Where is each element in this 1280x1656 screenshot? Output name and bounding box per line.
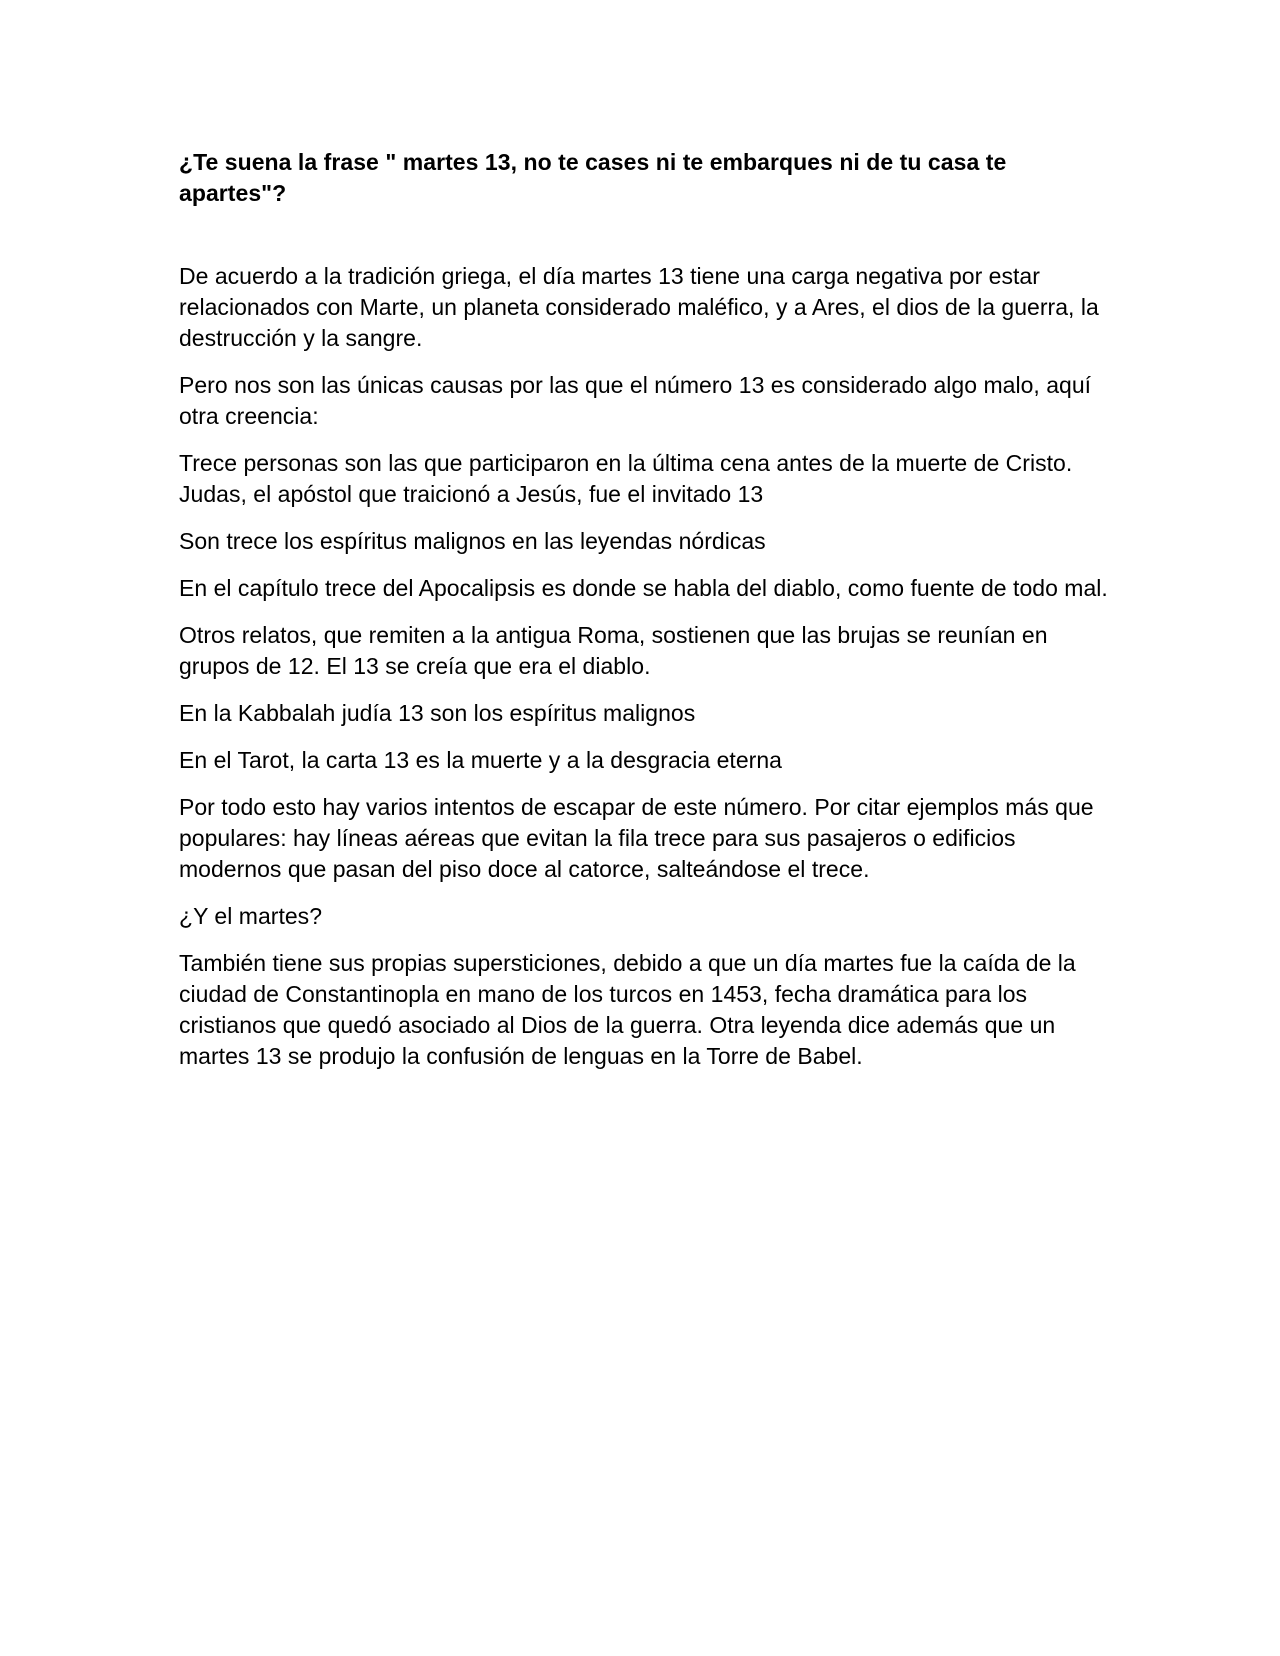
document-body (179, 261, 1109, 1072)
paragraph: Pero nos son las únicas causas por las que el número 13 es considerado algo malo, aquí otra creencia: (179, 372, 1092, 429)
paragraph: También tiene sus propias supersticiones, debido a que un día martes fue la caída de la ciudad de Constantinopla en mano de los turcos en 1453, fecha dramática para los cristianos que quedó asociado al Dios de la guerra. Otra leyenda dice además que un martes 13 se produjo la confusión de lenguas en la Torre de Babel. (179, 950, 1076, 1069)
paragraph: Trece personas son las que participaron en la última cena antes de la muerte de Cristo. Judas, el apóstol que traicionó a Jesús, fue el invitado 13 (179, 450, 1073, 507)
paragraph: ¿Y el martes? (179, 903, 322, 929)
paragraph: Son trece los espíritus malignos en las leyendas nórdicas (179, 528, 766, 554)
paragraph: En la Kabbalah judía 13 son los espíritus malignos (179, 700, 696, 726)
document-title: ¿Te suena la frase " martes 13, no te cases ni te embarques ni de tu casa te apartes"? (179, 149, 1007, 206)
paragraph: Por todo esto hay varios intentos de escapar de este número. Por citar ejemplos más que populares: hay líneas aéreas que evitan la fila trece para sus pasajeros o edificios modernos que pasan del piso doce al catorce, salteándose el trece. (179, 794, 1094, 882)
paragraph: De acuerdo a la tradición griega, el día martes 13 tiene una carga negativa por estar relacionados con Marte, un planeta considerado maléfico, y a Ares, el dios de la guerra, la destrucción y la sangre. (179, 263, 1099, 351)
document-content (179, 147, 1109, 1088)
paragraph: En el Tarot, la carta 13 es la muerte y a la desgracia eterna (179, 747, 782, 773)
paragraph: Otros relatos, que remiten a la antigua Roma, sostienen que las brujas se reunían en grupos de 12. El 13 se creía que era el diablo. (179, 622, 1048, 679)
paragraph: En el capítulo trece del Apocalipsis es donde se habla del diablo, como fuente de todo mal. (179, 575, 1108, 601)
